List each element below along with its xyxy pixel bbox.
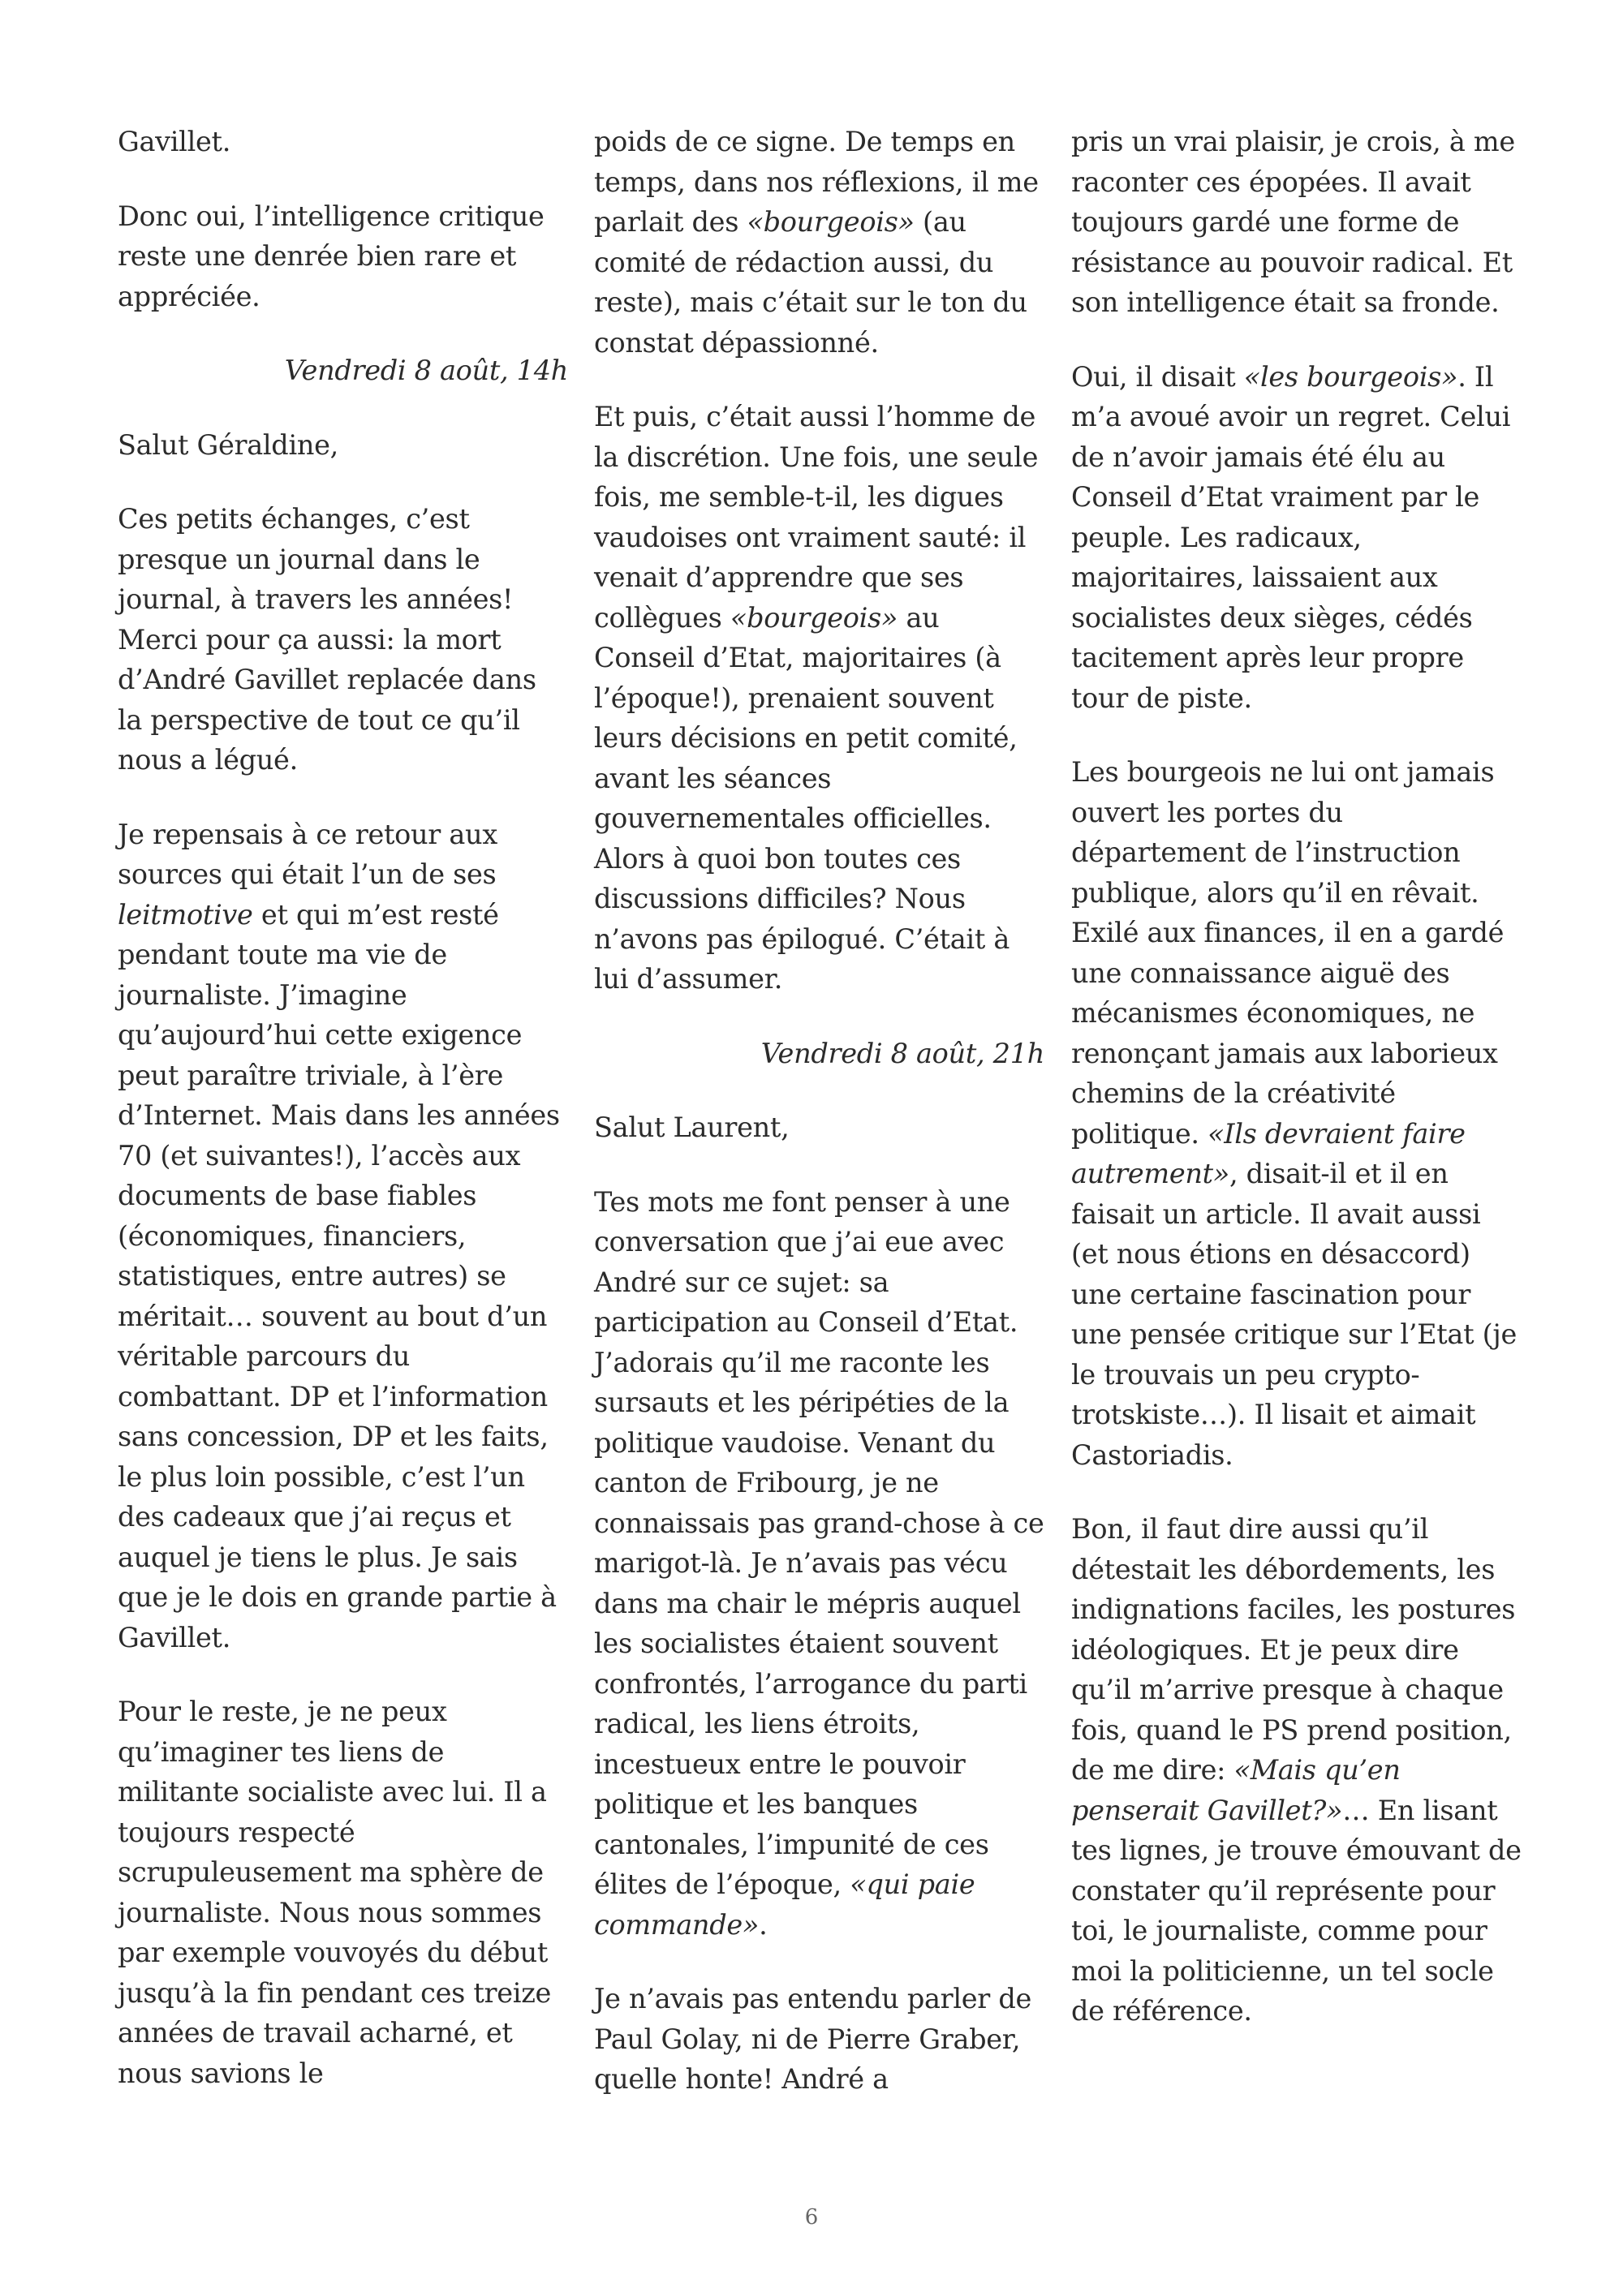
- italic-quote: «bourgeois»: [730, 601, 898, 634]
- text-run: au Conseil d’Etat, majoritaires (à l’époque!), prenaient souvent leurs décisions en petit comité, avant les séances gouvernementales officielles. Alors à quoi bon toutes ces discussions difficiles? Nous n’avons pas épilogué. C’était à lui d’assumer.: [594, 601, 1018, 995]
- paragraph: [1071, 752, 1522, 1475]
- paragraph: [594, 397, 1044, 1000]
- text-run: Oui, il disait: [1071, 360, 1244, 393]
- text-column-2: [594, 122, 1044, 2134]
- letter-date: Vendredi 8 août, 14h: [284, 355, 568, 386]
- text-run: Les bourgeois ne lui ont jamais ouvert les portes du département de l’instruction publique, alors qu’il en rêvait. Exilé aux finances, il en a gardé une connaissance aiguë des mécanismes économiques, ne renonçant jamais aux laborieux chemins de la créativité politique.: [1071, 756, 1505, 1150]
- paragraph: Pour le reste, je ne peux qu’imaginer tes liens de militante socialiste avec lui. Il a toujours respecté scrupuleusement ma sphère de journaliste. Nous nous sommes par exemple vouvoyés du début jusqu’à la fin pendant ces treize années de travail acharné, et nous savions le: [118, 1696, 552, 2089]
- italic-word: leitmotive: [118, 898, 253, 931]
- page-number: 6: [804, 2205, 819, 2229]
- text-run: Tes mots me font penser à une conversation que j’ai eue avec André sur ce sujet: sa participation au Conseil d’Etat. J’adorais qu’il me raconte les sursauts et les péripéties de la politique vaudoise. Venant du canton de Fribourg, je ne connaissais pas grand-chose à ce marigot-là. Je n’avais pas vécu dans ma chair le mépris auquel les socialistes étaient souvent confrontés, l’arrogance du parti radical, les liens étroits, incestueux entre le pouvoir politique et les banques cantonales, l’impunité de ces élites de l’époque,: [594, 1185, 1044, 1900]
- text-run: (au comité de rédaction aussi, du reste), mais c’était sur le ton du constat dépassionné.: [594, 206, 1027, 359]
- italic-quote: «Mais qu’en penserait Gavillet?»: [1071, 1754, 1401, 1826]
- paragraph: Gavillet.: [118, 126, 231, 157]
- italic-quote: «bourgeois»: [747, 206, 915, 238]
- text-run: … En lisant tes lignes, je trouve émouvant de constater qu’il représente pour toi, le journaliste, comme pour moi la politicienne, un tel socle de référence.: [1071, 1794, 1522, 2027]
- letter-greeting: Salut Laurent,: [594, 1111, 790, 1143]
- text-run: .: [759, 1908, 768, 1941]
- text-run: Je repensais à ce retour aux sources qui était l’un de ses: [118, 818, 497, 890]
- text-column-3: [1071, 122, 1522, 2066]
- text-run: poids de ce signe. De temps en temps, dans nos réflexions, il me parlait des: [594, 126, 1039, 238]
- italic-quote: «les bourgeois»: [1243, 360, 1458, 393]
- text-run: , disait-il et il en faisait un article. Il avait aussi (et nous étions en désaccord) une certaine fascination pour une pensée critique sur l’Etat (je le trouvais un peu crypto-trotskiste…). Il lisait et aimait Castoriadis.: [1071, 1158, 1517, 1471]
- paragraph: Je n’avais pas entendu parler de Paul Golay, ni de Pierre Graber, quelle honte! André a: [594, 1983, 1032, 2095]
- italic-quote: «Ils devraient faire autrement»: [1071, 1117, 1466, 1189]
- italic-quote: «qui paie commande»: [594, 1868, 975, 1941]
- paragraph: pris un vrai plaisir, je crois, à me raconter ces épopées. Il avait toujours gardé une forme de résistance au pouvoir radical. Et son intelligence était sa fronde.: [1071, 126, 1515, 318]
- paragraph: Ces petits échanges, c’est presque un journal dans le journal, à travers les années! Merci pour ça aussi: la mort d’André Gavillet replacée dans la perspective de tout ce qu’il nous a légué.: [118, 503, 536, 776]
- paragraph: [1071, 357, 1522, 719]
- paragraph: [594, 1182, 1044, 1946]
- text-run: Et puis, c’était aussi l’homme de la discrétion. Une fois, une seule fois, me semble-t-il, les digues vaudoises ont vraiment sauté: il venait d’apprendre que ses collègues: [594, 401, 1039, 634]
- paragraph: [118, 815, 568, 1658]
- letter-greeting: Salut Géraldine,: [118, 428, 339, 461]
- paragraph: [1071, 1509, 1522, 2032]
- paragraph: Donc oui, l’intelligence critique reste une denrée bien rare et appréciée.: [118, 200, 545, 312]
- letter-date: Vendredi 8 août, 21h: [760, 1037, 1044, 1069]
- text-run: . Il m’a avoué avoir un regret. Celui de n’avoir jamais été élu au Conseil d’Etat vraiment par le peuple. Les radicaux, majoritaires, laissaient aux socialistes deux sièges, cédés tacitement après leur propre tour de piste.: [1071, 360, 1511, 714]
- text-column-1: [118, 122, 568, 2127]
- text-run: et qui m’est resté pendant toute ma vie de journaliste. J’imagine qu’aujourd’hui cette exigence peut paraître triviale, à l’ère d’Internet. Mais dans les années 70 (et suivantes!), l’accès aux documents de base fiables (économiques, financiers, statistiques, entre autres) se méritait… souvent au bout d’un véritable parcours du combattant. DP et l’information sans concession, DP et les faits, le plus loin possible, c’est l’un des cadeaux que j’ai reçus et auquel je tiens le plus. Je sais que je le dois en grande partie à Gavillet.: [118, 898, 560, 1653]
- paragraph: [594, 122, 1044, 363]
- text-run: Bon, il faut dire aussi qu’il détestait les débordements, les indignations faciles, les postures idéologiques. Et je peux dire qu’il m’arrive presque à chaque fois, quand le PS prend position, de me dire:: [1071, 1513, 1516, 1786]
